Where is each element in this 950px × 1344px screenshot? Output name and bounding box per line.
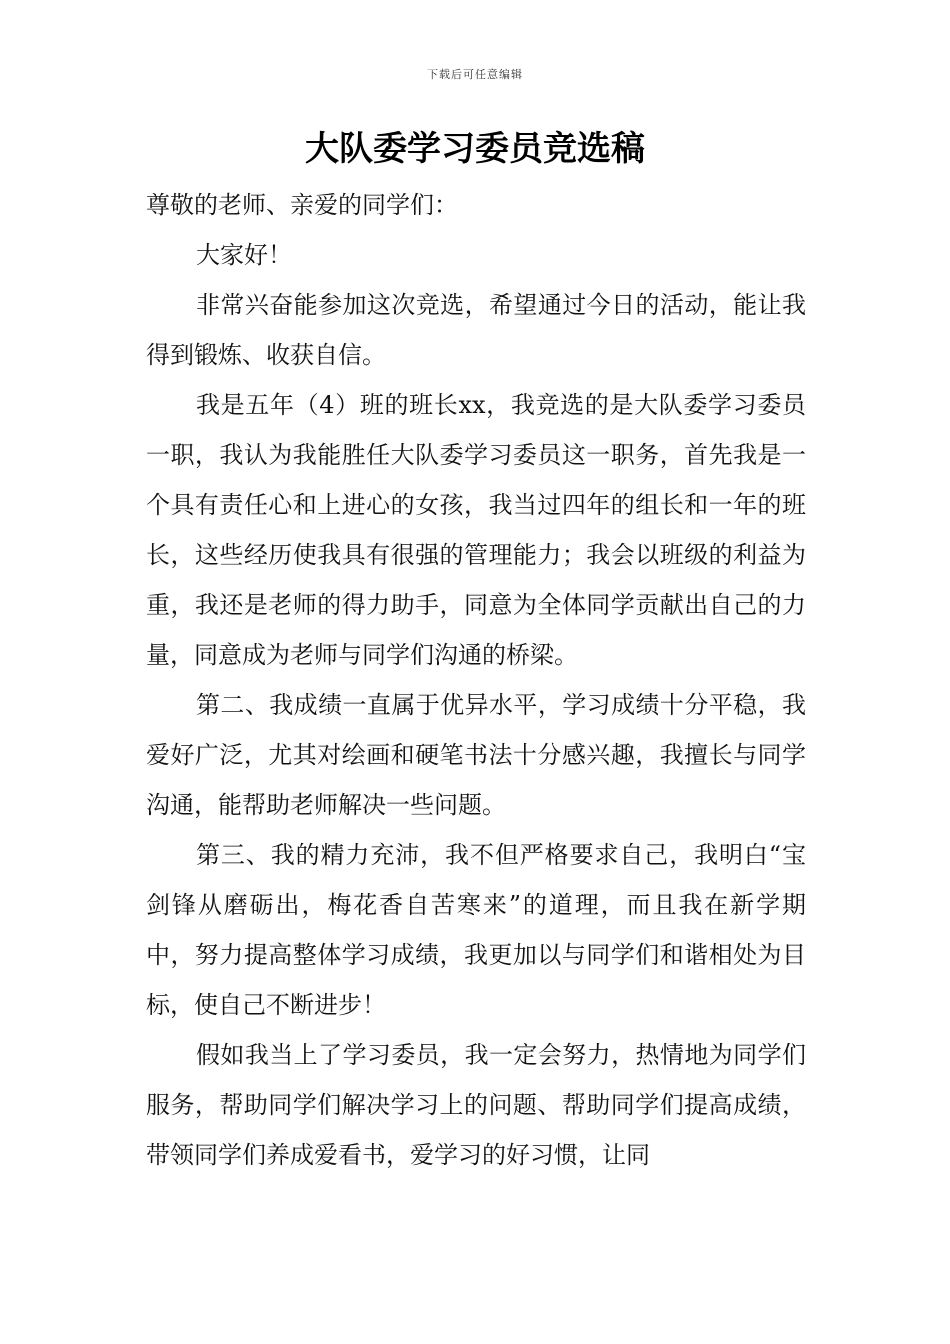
paragraph-self-introduction: 我是五年（4）班的班长xx，我竞选的是大队委学习委员一职，我认为我能胜任大队委学习委员这一职务，首先我是一个具有责任心和上进心的女孩，我当过四年的组长和一年的班长，这些经历使我具有很强的管理能力；我会以班级的利益为重，我还是老师的得力助手，同意为全体同学贡献出自己的力量，同意成为老师与同学们沟通的桥梁。 (146, 391, 806, 669)
document-title: 大队委学习委员竞选稿 (305, 129, 645, 169)
paragraph-third-point: 第三、我的精力充沛，我不但严格要求自己，我明白“宝剑锋从磨砺出，梅花香自苦寒来”的道理，而且我在新学期中，努力提高整体学习成绩，我更加以与同学们和谐相处为目标，使自己不断进步！ (146, 841, 806, 1019)
paragraph-greeting: 大家好！ (196, 241, 292, 269)
paragraph-intro: 非常兴奋能参加这次竞选，希望通过今日的活动，能让我得到锻炼、收获自信。 (146, 291, 806, 369)
document-body (146, 180, 806, 1180)
paragraph-second-point: 第二、我成绩一直属于优异水平，学习成绩十分平稳，我爱好广泛，尤其对绘画和硬笔书法十分感兴趣，我擅长与同学沟通，能帮助老师解决一些问题。 (146, 691, 806, 819)
salutation: 尊敬的老师、亲爱的同学们： (146, 191, 458, 219)
paragraph-promise: 假如我当上了学习委员，我一定会努力，热情地为同学们服务，帮助同学们解决学习上的问题、帮助同学们提高成绩，带领同学们养成爱看书，爱学习的好习惯，让同 (146, 1041, 806, 1169)
header-note: 下载后可任意编辑 (427, 68, 523, 81)
